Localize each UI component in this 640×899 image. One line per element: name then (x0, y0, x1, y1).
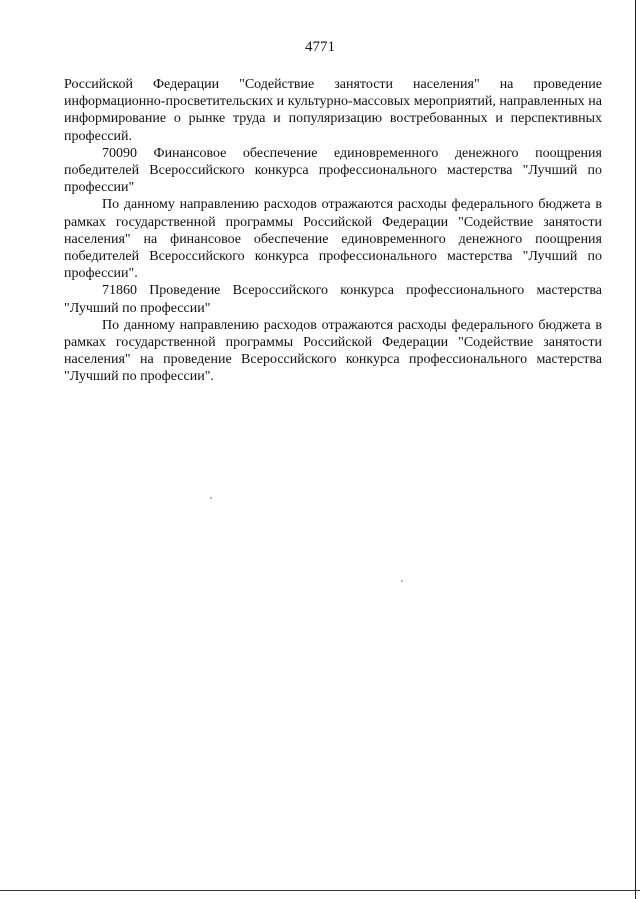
paragraph-code-70090-description: По данному направлению расходов отражаются расходы федерального бюджета в рамках государственной программы Российской Федерации "Содействие занятости населения" на финансовое обеспечение единовременного денежного поощрения победителей Всероссийского конкурса профессионального мастерства "Лучший по профессии". (64, 197, 602, 282)
paragraph-code-70090-heading: 70090 Финансовое обеспечение единовременного денежного поощрения победителей Всероссийского конкурса профессионального мастерства "Лучший по профессии" (64, 145, 602, 196)
scan-edge-right (635, 0, 636, 899)
page-number: 4771 (305, 39, 335, 55)
paragraph-code-71860-description: По данному направлению расходов отражаются расходы федерального бюджета в рамках государственной программы Российской Федерации "Содействие занятости населения" на проведение Всероссийского конкурса профессионального мастерства "Лучший по профессии". (64, 317, 602, 385)
scan-edge-bottom (0, 890, 640, 891)
scan-speck (401, 580, 403, 582)
document-body (64, 76, 602, 386)
scan-speck (210, 497, 212, 499)
paragraph-code-71860-heading: 71860 Проведение Всероссийского конкурса профессионального мастерства "Лучший по профессии" (64, 283, 602, 316)
paragraph-continuation: Российской Федерации "Содействие занятости населения" на проведение информационно-просветительских и культурно-массовых мероприятий, направленных на информирование о рынке труда и популяризацию востребованных и перспективных профессий. (64, 77, 602, 144)
